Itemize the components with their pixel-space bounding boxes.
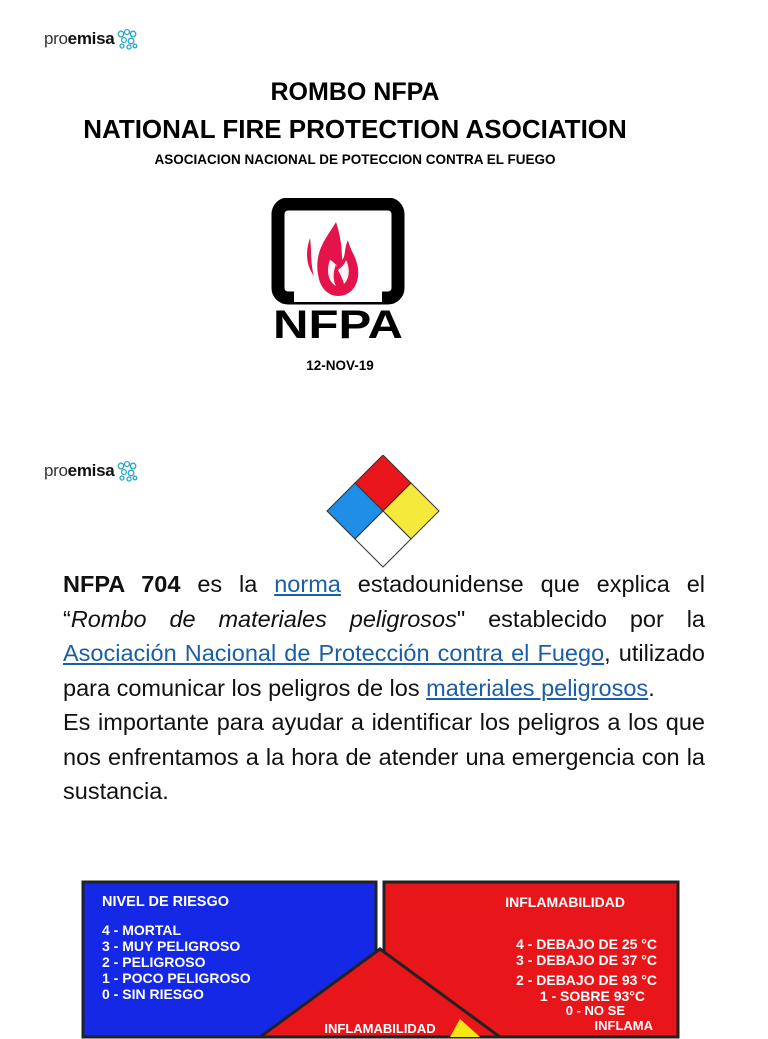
logo-text: proemisa	[44, 29, 115, 48]
page-title: ROMBO NFPA	[270, 78, 440, 106]
proemisa-logo	[44, 28, 138, 50]
nfpa-704-label: NFPA 704	[63, 571, 181, 597]
link-asociacion[interactable]: Asociación Nacional de Protección contra el Fuego	[63, 640, 605, 666]
rombo-text: Rombo de materiales peligrosos	[70, 605, 457, 632]
nfpa-diamond-icon	[325, 455, 441, 571]
flammability-item: 4 - DEBAJO DE 25 °C	[516, 936, 657, 952]
logo-bubbles-icon	[116, 460, 138, 482]
date-label: 12-NOV-19	[306, 358, 374, 373]
slide-description	[0, 415, 768, 1036]
importance-text: Es importante para ayudar a identificar los peligros a los que nos enfrentamos a la hora de atender una emergencia con la sustancia.	[63, 709, 705, 804]
flammability-item: 2 - DEBAJO DE 93 °C	[516, 972, 657, 988]
logo-bubbles-icon	[116, 28, 138, 50]
logo-text: proemisa	[44, 461, 115, 480]
description-text: NFPA 704 es la norma estadounidense que explica el “Rombo de materiales peligrosos" establecido por la Asociación Nacional de Protección contra el Fuego, utilizado para comunicar los peligros de los materiales peligrosos. Es importante para ayudar a identificar los peligros a los que nos enfrentamos a la hora de atender una emergencia con la sustancia.	[63, 571, 706, 804]
link-materiales-peligrosos[interactable]: materiales peligrosos	[426, 674, 649, 701]
title-spanish: ASOCIACION NACIONAL DE POTECCION CONTRA EL FUEGO	[154, 152, 556, 167]
risk-item: 4 - MORTAL	[102, 922, 182, 938]
flammability-item: INFLAMA	[594, 1018, 653, 1033]
flammability-item: 3 - DEBAJO DE 37 °C	[516, 952, 657, 968]
center-flammability-label: INFLAMABILIDAD	[324, 1021, 436, 1036]
slide-cover	[0, 0, 768, 415]
flammability-item: 0 - NO SE	[565, 1003, 625, 1018]
nfpa-logo	[270, 198, 406, 343]
flammability-title: INFLAMABILIDAD	[505, 894, 625, 910]
link-norma[interactable]: norma	[274, 571, 341, 597]
risk-item: 2 - PELIGROSO	[102, 954, 206, 970]
risk-item: 0 - SIN RIESGO	[102, 986, 204, 1002]
flame-icon	[317, 222, 358, 296]
risk-level-title: NIVEL DE RIESGO	[102, 894, 230, 910]
risk-item: 3 - MUY PELIGROSO	[102, 938, 241, 954]
flammability-item: 1 - SOBRE 93°C	[539, 988, 645, 1004]
nfpa-logo-text: NFPA	[273, 303, 403, 343]
risk-item: 1 - POCO PELIGROSO	[102, 970, 251, 986]
proemisa-logo	[44, 460, 138, 482]
nfpa-legend-chart	[80, 879, 682, 1039]
title-english: NATIONAL FIRE PROTECTION ASOCIATION	[83, 114, 627, 144]
